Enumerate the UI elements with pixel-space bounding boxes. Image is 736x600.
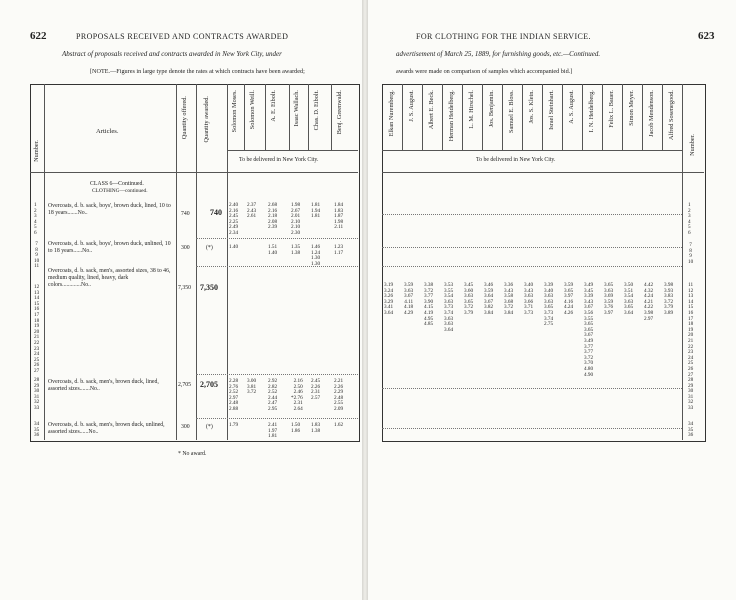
column-rule xyxy=(602,84,603,150)
price-cell: 2.92 2.82 2.52 2.44 2.47 2.95 xyxy=(268,378,278,412)
price-cell: 2.16 2.50 2.46 *2.76 2.31 2.64 xyxy=(291,378,303,412)
article-text: Overcoats, d. b. sack, men's, brown duck, lined, assorted sizes.......No.. xyxy=(48,379,159,392)
price-cell: 1.83 1.38 xyxy=(311,422,321,434)
row-numbers: 34 35 36 xyxy=(688,421,694,439)
number-header: Number. xyxy=(33,140,40,162)
class-title: CLASS 6—Continued. xyxy=(90,181,144,187)
row-numbers: 34 35 36 xyxy=(34,421,40,439)
bidder-name: Solomon Moses. xyxy=(231,90,238,133)
price-cell: 3.59 3.63 3.67 4.11 4.18 4.29 xyxy=(404,282,414,316)
column-rule xyxy=(442,84,443,150)
price-cell: 3.59 3.65 3.97 4.16 4.24 4.26 xyxy=(564,282,574,316)
price-cell: 1.84 1.83 1.87 1.98 2.11 xyxy=(334,202,344,231)
bidder-name: Jos. S. Klein. xyxy=(528,90,535,124)
bidder-name: A. S. August. xyxy=(568,90,575,124)
price-cell: 3.38 3.72 3.77 3.90 4.15 4.19 4.95 4.85 xyxy=(424,282,434,328)
price-cell: 1.40 xyxy=(229,244,239,250)
column-rule xyxy=(562,84,563,150)
column-rule xyxy=(582,84,583,150)
price-cell: 3.19 3.24 3.26 3.29 3.41 3.64 xyxy=(384,282,394,316)
price-cell: 1.51 1.40 xyxy=(268,244,278,256)
right-page xyxy=(368,0,736,600)
row-numbers: 12 13 14 15 16 17 18 19 20 21 22 23 24 25 26 27 xyxy=(34,284,40,374)
bidder-name: Albert E. Beck. xyxy=(428,90,435,130)
header-rule xyxy=(30,172,358,173)
price-cell: 2.28 2.76 2.52 2.97 2.48 2.88 xyxy=(229,378,239,412)
column-rule xyxy=(482,84,483,150)
qty-awarded: (*) xyxy=(206,424,213,430)
row-numbers: 28 29 30 31 32 33 xyxy=(688,377,694,411)
price-cell: 2.41 1.97 1.81 xyxy=(268,422,278,440)
page-number: 623 xyxy=(698,30,715,42)
bidder-name: Herman Heidelberg. xyxy=(448,90,455,142)
left-page xyxy=(0,0,362,600)
price-cell: 4.42 4.32 4.24 4.21 4.22 3.98 2.97 xyxy=(644,282,654,322)
price-cell: 3.00 3.81 3.72 xyxy=(247,378,257,396)
column-rule xyxy=(422,84,423,150)
delivery-rule xyxy=(227,150,358,151)
bidder-name: Elkan Nuremberg. xyxy=(388,90,395,137)
bidder-name: I. N. Heidelberg. xyxy=(588,90,595,133)
article-text: Overcoats, d. b. sack, men's, brown duck, unlined, assorted sizes......No.. xyxy=(48,422,165,435)
note: awards were made on comparison of samples which accompanied bid.] xyxy=(396,68,573,75)
articles-header: Articles. xyxy=(96,128,119,135)
price-cell: 3.50 3.51 3.54 3.63 3.65 3.64 xyxy=(624,282,634,316)
price-cell: 3.98 3.93 3.83 3.72 3.79 3.89 xyxy=(664,282,674,316)
qty-awarded: (*) xyxy=(206,245,213,251)
price-cell: 1.98 2.67 2.01 2.10 2.10 2.30 xyxy=(291,202,301,236)
row-numbers: 28 29 30 31 32 33 xyxy=(34,377,40,411)
price-cell: 1.46 1.24 1.30 1.30 xyxy=(311,244,321,267)
running-head: FOR CLOTHING FOR THE INDIAN SERVICE. xyxy=(416,32,591,41)
bidder-name: Isaac Wallach. xyxy=(293,90,300,127)
bidder-name: Israel Steinhart. xyxy=(548,90,555,130)
bidder-name: A. E. Eibolt. xyxy=(270,90,277,122)
bidder-name: Samuel E. Bloss. xyxy=(508,90,515,134)
price-cell: 2.68 2.16 2.18 2.08 2.39 xyxy=(268,202,278,231)
article-text: Overcoats, d. b. sack, men's, assorted sizes, 38 to 46, medium quality, lined, heavy, dark colors.............No.. xyxy=(48,268,171,288)
row-numbers: 1 2 3 4 5 6 xyxy=(688,202,691,236)
column-rule xyxy=(502,84,503,150)
bidder-name: J. S. August. xyxy=(408,90,415,122)
qty-awarded: 740 xyxy=(210,208,222,217)
page-number: 622 xyxy=(30,30,47,42)
qty-offered: 7,350 xyxy=(178,285,192,291)
row-numbers: 7 8 9 10 xyxy=(688,242,694,265)
price-cell: 3.53 3.55 3.54 3.63 3.73 3.74 3.63 3.63 3.64 xyxy=(444,282,454,333)
bidder-name: Simon Meyer. xyxy=(628,90,635,126)
bidder-name: Jacob Mendenson. xyxy=(648,90,655,137)
price-cell: 1.62 xyxy=(334,422,344,428)
price-cell: 1.35 1.38 xyxy=(291,244,301,256)
qty-offered: 2,705 xyxy=(178,382,192,388)
bidder-name: L. M. Hirschel. xyxy=(468,90,475,129)
price-cell: 3.46 3.59 3.64 3.67 3.82 3.84 xyxy=(484,282,494,316)
price-cell: 2.45 2.26 2.31 2.57 xyxy=(311,378,321,401)
qty-offered: 300 xyxy=(181,245,190,251)
price-cell: 1.23 1.17 xyxy=(334,244,344,256)
price-cell: 3.40 3.43 3.63 3.66 3.71 3.73 xyxy=(524,282,534,316)
row-numbers: 11 12 13 14 15 16 17 18 19 20 21 22 23 24 25 26 27 xyxy=(688,282,694,378)
article-text: Overcoats, d. b. sack, boys', brown duck, lined, 10 to 18 years.......No.. xyxy=(48,203,171,216)
running-head: PROPOSALS RECEIVED AND CONTRACTS AWARDED xyxy=(76,32,289,41)
price-cell: 3.49 3.45 3.39 3.43 3.67 3.56 3.55 3.65 3.65 3.67 3.49 3.77 3.77 3.72 3.70 4.80 4.90 xyxy=(584,282,594,378)
qty-offered: 740 xyxy=(181,211,190,217)
column-rule xyxy=(642,84,643,150)
price-cell: 2.40 2.16 2.45 2.25 2.49 2.34 xyxy=(229,202,239,236)
delivery-label: To be delivered in New York City. xyxy=(476,157,556,163)
note: [NOTE.—Figures in large type denote the rates at which contracts have been awarded; xyxy=(90,68,305,75)
qty-awarded: 7,350 xyxy=(200,283,218,292)
price-cell: 3.39 3.40 3.63 3.63 3.65 3.73 3.74 2.75 xyxy=(544,282,554,328)
price-cell: 3.65 3.63 3.69 3.59 3.76 3.97 xyxy=(604,282,614,316)
price-cell: 3.45 3.60 3.63 3.65 3.72 3.79 xyxy=(464,282,474,316)
price-cell: 1.79 xyxy=(229,422,239,428)
bidder-name: Jos. Benjamin. xyxy=(488,90,495,128)
column-rule xyxy=(522,84,523,150)
column-rule xyxy=(662,84,663,150)
bidder-name: Solomon Weill. xyxy=(249,90,256,130)
row-numbers: 1 2 3 4 5 6 xyxy=(34,202,37,236)
column-rule xyxy=(462,84,463,150)
column-rule xyxy=(542,84,543,150)
article-text: Overcoats, d. b. sack, boys', brown duck, unlined, 10 to 18 years......No.. xyxy=(48,241,171,254)
price-cell: 3.36 3.43 3.58 3.68 3.72 3.84 xyxy=(504,282,514,316)
price-cell: 1.50 1.86 xyxy=(291,422,301,434)
price-cell: 2.37 2.43 2.61 xyxy=(247,202,257,220)
qty-offered-header: Quantity offered. xyxy=(181,96,188,140)
column-rule xyxy=(402,84,403,150)
subtitle: advertisement of March 25, 1889, for furnishing goods, etc.—Continued. xyxy=(396,50,601,58)
number-header: Number. xyxy=(689,134,696,156)
bidder-name: Chas. D. Eibolt. xyxy=(313,90,320,131)
price-cell: 2.21 2.26 2.29 2.48 2.55 2.09 xyxy=(334,378,344,412)
qty-awarded: 2,705 xyxy=(200,380,218,389)
subtitle: Abstract of proposals received and contracts awarded in New York City, under xyxy=(62,50,282,58)
class-subtitle: CLOTHING—continued. xyxy=(92,188,148,194)
qty-awarded-header: Quantity awarded. xyxy=(203,96,210,143)
qty-offered: 300 xyxy=(181,424,190,430)
bidder-name: Benj. Greenwald. xyxy=(336,90,343,135)
bidder-name: Alfred Sosenegood. xyxy=(668,90,675,141)
row-numbers: 7 8 9 10 11 xyxy=(34,241,40,270)
delivery-label: To be delivered in New York City. xyxy=(239,157,319,163)
price-cell: 1.81 1.94 1.81 xyxy=(311,202,321,220)
bidder-name: Felix L. Bauer. xyxy=(608,90,615,128)
column-rule xyxy=(622,84,623,150)
footnote: * No award. xyxy=(178,451,207,457)
